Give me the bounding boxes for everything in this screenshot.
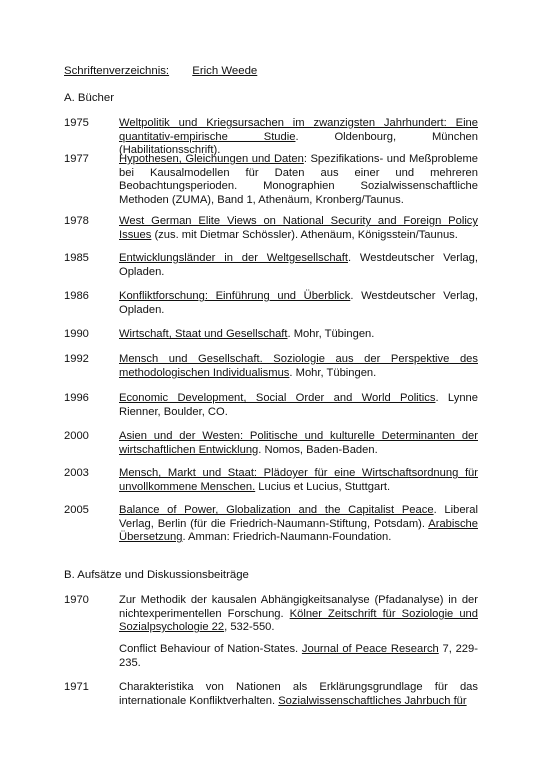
book-details: . Westdeutscher Verlag, Opladen. — [119, 252, 478, 278]
book-entry — [64, 504, 478, 545]
book-details: . Mohr, Tübingen. — [289, 366, 377, 379]
book-entry — [64, 215, 478, 242]
book-details: (zus. mit Dietmar Schössler). Athenäum, Königsstein/Taunus. — [151, 228, 458, 241]
book-title: Asien und der Westen: Politische und kulturelle Determinanten der wirtschaftlichen Entwicklung — [119, 430, 478, 456]
book-title: Mensch, Markt und Staat: Plädoyer für eine Wirtschaftsordnung für unvollkommene Menschen. — [119, 467, 478, 493]
article-entry — [64, 681, 478, 708]
article-title: Zur Methodik der kausalen Abhängigkeitsanalyse (Pfadanalyse) in der nichtexperimentellen Forschung. — [119, 594, 478, 620]
book-entry — [64, 392, 478, 419]
entry-year: 1971 — [64, 681, 89, 693]
entry-year: 1992 — [64, 353, 89, 365]
book-title: Economic Development, Social Order and World Politics — [119, 392, 436, 404]
book-entry — [64, 153, 478, 207]
entry-year: 1970 — [64, 594, 89, 606]
section-articles-title: B. Aufsätze und Diskussionsbeiträge — [64, 569, 249, 581]
entry-year: 1977 — [64, 153, 89, 165]
book-details: . Mohr, Tübingen. — [287, 328, 375, 340]
book-title: Entwicklungsländer in der Weltgesellschaft — [119, 252, 348, 264]
book-title: Balance of Power, Globalization and the Capitalist Peace — [119, 504, 434, 516]
entry-year: 2000 — [64, 430, 89, 442]
article-entry — [64, 594, 478, 635]
heading-label: Schriftenverzeichnis: — [64, 65, 170, 77]
entry-year: 1978 — [64, 215, 89, 227]
book-entry — [64, 290, 478, 317]
author-name: Erich Weede — [192, 65, 258, 77]
book-details: . Westdeutscher Verlag, Opladen. — [119, 290, 478, 316]
book-title: Mensch und Gesellschaft. Soziologie aus der Perspektive des methodologischen Individualismus — [119, 353, 478, 379]
book-entry — [64, 353, 478, 380]
book-entry — [64, 252, 478, 279]
article-entry — [64, 643, 478, 670]
book-title: Weltpolitik und Kriegsursachen im zwanzigsten Jahrhundert: Eine quantitativ-empirische Studie — [119, 117, 478, 143]
book-title: Wirtschaft, Staat und Gesellschaft — [119, 328, 288, 340]
article-title: Charakteristika von Nationen als Erklärungsgrundlage für das internationale Konfliktverhalten. — [119, 681, 478, 707]
translation-link: Arabische Übersetzung — [119, 517, 478, 544]
book-details: Lucius et Lucius, Stuttgart. — [255, 480, 391, 493]
book-title: Konfliktforschung: Einführung und Überblick — [119, 290, 351, 302]
section-books-title: A. Bücher — [64, 92, 115, 104]
book-title: Hypothesen, Gleichungen und Daten — [119, 153, 304, 165]
document-heading — [64, 65, 257, 77]
book-entry — [64, 430, 478, 457]
book-details: . Liberal Verlag, Berlin (für die Friedrich-Naumann-Stiftung, Potsdam). — [119, 504, 478, 530]
entry-year: 1985 — [64, 252, 89, 264]
book-title: West German Elite Views on National Security and Foreign Policy Issues — [119, 215, 478, 241]
entry-year: 1990 — [64, 328, 89, 340]
article-details: , 532-550. — [224, 621, 275, 634]
book-entry — [64, 117, 478, 158]
book-details: : Spezifikations- und Meßprobleme bei Kausalmodellen für Daten aus einer und mehreren Beobachtungsperioden. Monographien Sozialwissenschaftliche Methoden (ZUMA), Band 1, Athenäum, Kronberg/Taunus. — [119, 153, 478, 206]
book-details: . Oldenbourg, München (Habilitationsschrift). — [119, 130, 478, 157]
entry-year: 1986 — [64, 290, 89, 302]
book-details: . Lynne Rienner, Boulder, CO. — [119, 392, 478, 418]
journal-name: Sozialwissenschaftliches Jahrbuch für — [278, 694, 467, 707]
book-details-2: . Amman: Friedrich-Naumann-Foundation. — [182, 531, 392, 544]
book-entry — [64, 328, 478, 342]
article-title: Conflict Behaviour of Nation-States. — [119, 643, 302, 655]
journal-name: Journal of Peace Research — [301, 643, 439, 655]
entry-year: 2005 — [64, 504, 89, 516]
entry-year: 2003 — [64, 467, 89, 479]
entry-year: 1996 — [64, 392, 89, 404]
book-entry — [64, 467, 478, 494]
book-details: . Nomos, Baden-Baden. — [258, 443, 378, 456]
entry-year: 1975 — [64, 117, 89, 129]
article-details: 7, 229-235. — [119, 643, 478, 669]
journal-name: Kölner Zeitschrift für Soziologie und Sozialpsychologie 22 — [119, 607, 478, 634]
